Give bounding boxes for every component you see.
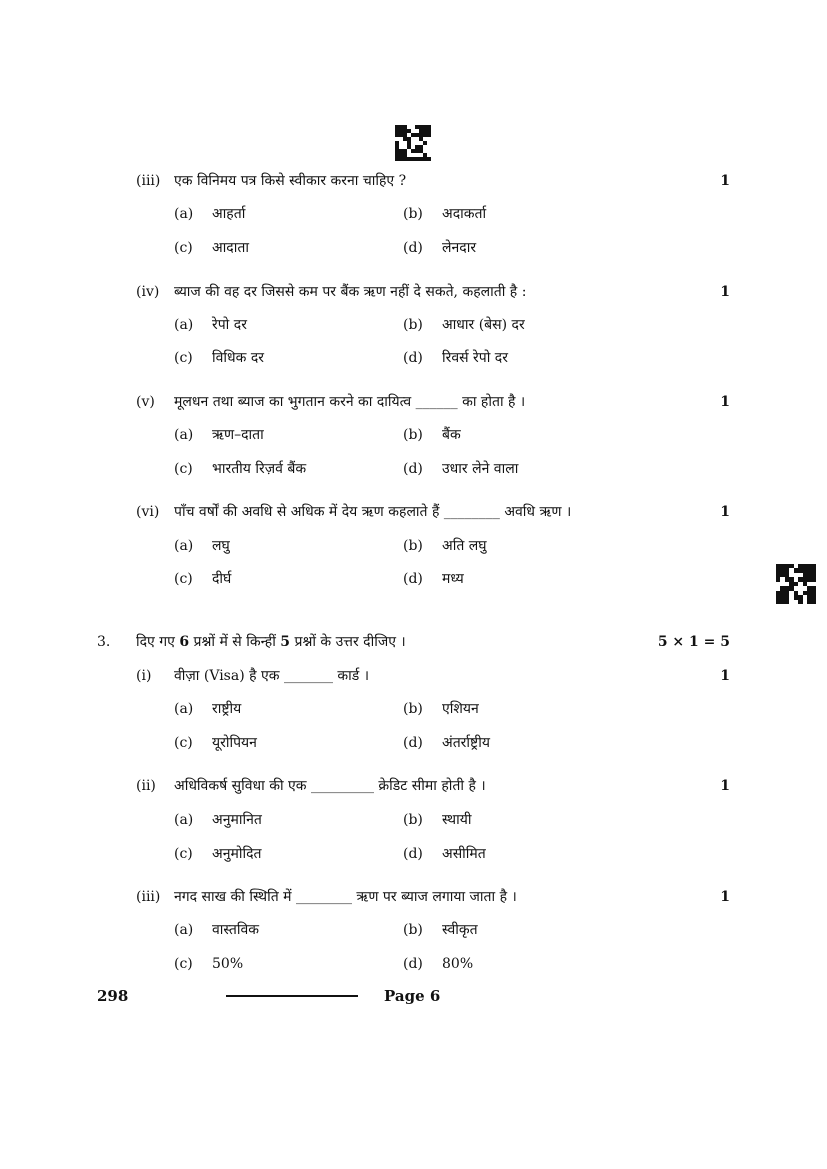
section-3-heading — [0, 630, 827, 654]
option-label: (c) — [174, 350, 193, 366]
option-label: (a) — [174, 317, 194, 333]
option-label: (a) — [174, 701, 194, 717]
question-text: मूलधन तथा ब्याज का भुगतान करने का दायित्व ______ का होता है । — [174, 394, 526, 410]
option-label: (a) — [174, 206, 194, 222]
option-label: (c) — [174, 240, 193, 256]
options-row — [0, 567, 827, 591]
options-row — [0, 808, 827, 832]
option-text: आहर्ता — [212, 206, 246, 222]
question-number: (iii) — [136, 173, 161, 189]
section-instruction — [136, 630, 406, 654]
option-text: राष्ट्रीय — [212, 701, 242, 717]
footer-rule — [226, 995, 358, 997]
option-label: (c) — [174, 735, 193, 751]
option-label: (d) — [403, 350, 423, 366]
question-number: (i) — [136, 668, 152, 684]
option-text: 50% — [212, 956, 244, 972]
option-text: वास्तविक — [212, 922, 259, 938]
option-text: आधार (बेस) दर — [442, 317, 525, 333]
question-marks: 1 — [720, 394, 730, 410]
instruction-count-total: 6 — [179, 634, 190, 650]
option-text: दीर्घ — [212, 571, 232, 587]
option-text: अदाकर्ता — [442, 206, 487, 222]
option-label: (b) — [403, 206, 423, 222]
options-row — [0, 202, 827, 226]
options-row — [0, 457, 827, 481]
option-label: (c) — [174, 571, 193, 587]
question-row — [0, 280, 827, 304]
question-number: (v) — [136, 394, 155, 410]
option-label: (a) — [174, 812, 194, 828]
options-row — [0, 534, 827, 558]
question-text: नगद साख की स्थिति में ________ ऋण पर ब्याज लगाया जाता है । — [174, 889, 517, 905]
options-row — [0, 918, 827, 942]
paper-code: 298 — [97, 987, 129, 1005]
option-label: (b) — [403, 701, 423, 717]
option-text: रेपो दर — [212, 317, 247, 333]
question-number: (vi) — [136, 504, 160, 520]
section-marks: 5 × 1 = 5 — [657, 634, 730, 650]
question-text: पाँच वर्षों की अवधि से अधिक में देय ऋण कहलाते हैं ________ अवधि ऋण । — [174, 504, 572, 520]
option-label: (a) — [174, 922, 194, 938]
option-text: उधार लेने वाला — [442, 461, 519, 477]
option-text: अनुमानित — [212, 812, 262, 828]
option-text: लघु — [212, 538, 230, 554]
question-marks: 1 — [720, 889, 730, 905]
question-row — [0, 169, 827, 193]
question-text: ब्याज की वह दर जिससे कम पर बैंक ऋण नहीं दे सकते, कहलाती है : — [174, 284, 527, 300]
options-row — [0, 697, 827, 721]
option-label: (d) — [403, 735, 423, 751]
option-text: ऋण–दाता — [212, 427, 264, 443]
option-text: मध्य — [442, 571, 464, 587]
instruction-part: प्रश्नों में से किन्हीं — [189, 634, 281, 650]
question-number: (iv) — [136, 284, 160, 300]
instruction-part: प्रश्नों के उत्तर दीजिए । — [290, 634, 406, 650]
option-text: लेनदार — [442, 240, 477, 256]
question-marks: 1 — [720, 284, 730, 300]
section-number: 3. — [97, 634, 111, 650]
option-text: अनुमोदित — [212, 846, 262, 862]
option-label: (b) — [403, 538, 423, 554]
option-text: 80% — [442, 956, 474, 972]
question-row — [0, 390, 827, 414]
option-label: (a) — [174, 427, 194, 443]
page-number: Page 6 — [384, 987, 441, 1005]
options-row — [0, 842, 827, 866]
option-label: (b) — [403, 427, 423, 443]
instruction-count-required: 5 — [280, 634, 291, 650]
options-row — [0, 423, 827, 447]
option-text: अति लघु — [442, 538, 487, 554]
question-text: वीज़ा (Visa) है एक _______ कार्ड । — [174, 668, 370, 684]
qr-code-top — [395, 125, 431, 161]
option-label: (b) — [403, 317, 423, 333]
question-row — [0, 885, 827, 909]
option-label: (b) — [403, 922, 423, 938]
question-row — [0, 664, 827, 688]
option-text: भारतीय रिज़र्व बैंक — [212, 461, 307, 477]
option-label: (c) — [174, 461, 193, 477]
option-text: यूरोपियन — [212, 735, 257, 751]
question-marks: 1 — [720, 504, 730, 520]
option-text: एशियन — [442, 701, 479, 717]
option-text: स्थायी — [442, 812, 472, 828]
options-row — [0, 952, 827, 976]
options-row — [0, 731, 827, 755]
question-row — [0, 774, 827, 798]
option-text: बैंक — [442, 427, 461, 443]
option-label: (d) — [403, 956, 423, 972]
option-text: असीमित — [442, 846, 486, 862]
options-row — [0, 313, 827, 337]
question-number: (iii) — [136, 889, 161, 905]
options-row — [0, 236, 827, 260]
option-label: (d) — [403, 846, 423, 862]
option-text: अंतर्राष्ट्रीय — [442, 735, 490, 751]
option-label: (d) — [403, 571, 423, 587]
question-text: अधिविकर्ष सुविधा की एक _________ क्रेडिट सीमा होती है । — [174, 778, 486, 794]
question-number: (ii) — [136, 778, 156, 794]
option-label: (d) — [403, 461, 423, 477]
option-text: स्वीकृत — [442, 922, 478, 938]
option-label: (c) — [174, 846, 193, 862]
option-label: (d) — [403, 240, 423, 256]
option-text: विधिक दर — [212, 350, 265, 366]
question-marks: 1 — [720, 668, 730, 684]
option-label: (b) — [403, 812, 423, 828]
option-label: (a) — [174, 538, 194, 554]
option-label: (c) — [174, 956, 193, 972]
option-text: रिवर्स रेपो दर — [442, 350, 508, 366]
question-marks: 1 — [720, 173, 730, 189]
options-row — [0, 346, 827, 370]
question-text: एक विनिमय पत्र किसे स्वीकार करना चाहिए ? — [174, 173, 407, 189]
question-marks: 1 — [720, 778, 730, 794]
option-text: आदाता — [212, 240, 249, 256]
instruction-part: दिए गए — [136, 634, 180, 650]
question-row — [0, 500, 827, 524]
